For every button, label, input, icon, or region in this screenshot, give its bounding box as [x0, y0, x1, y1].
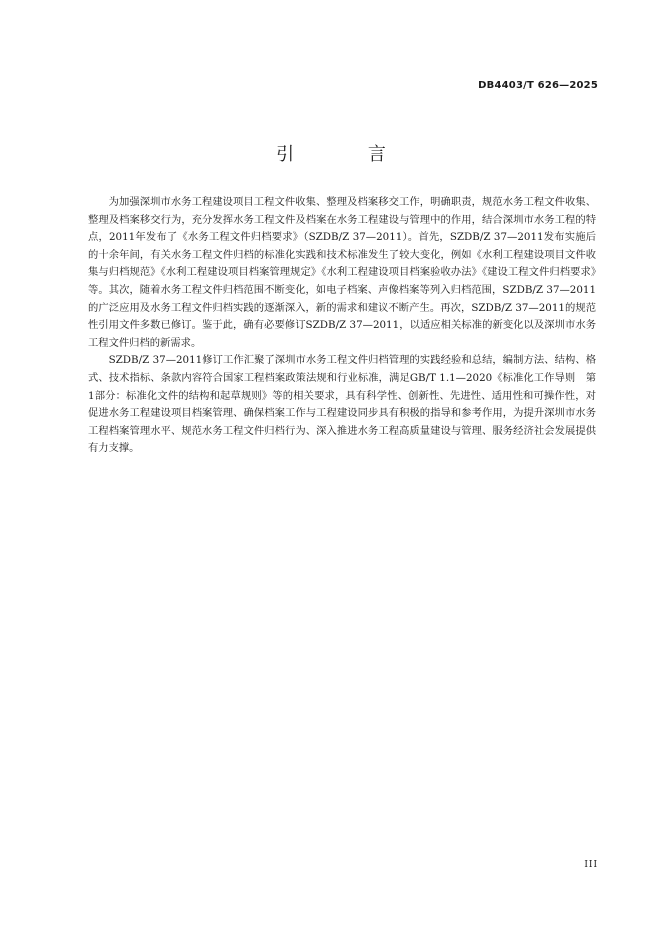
paragraph-2: SZDB/Z 37—2011修订工作汇聚了深圳市水务工程文件归档管理的实践经验和总结，编制方法、结构、格式、技术指标、条款内容符合国家工程档案政策法规和行业标准，满足GB/T 1.1—2020《标准化工作导则 第1部分：标准化文件的结构和起草规则》等的相关要求，具有科学性、创新性、先进性、适用性和可操作性，对促进水务工程建设项目档案管理、确保档案工作与工程建设同步具有积极的指导和参考作用，为提升深圳市水务工程档案管理水平、规范水务工程文件归档行为、深入推进水务工程高质量建设与管理、服务经济社会发展提供有力支撑。 — [88, 354, 596, 455]
document-code: DB4403/T 626—2025 — [478, 80, 598, 91]
paragraph-1: 为加强深圳市水务工程建设项目工程文件收集、整理及档案移交工作，明确职责，规范水务工程文件收集、整理及档案移交行为，充分发挥水务工程文件及档案在水务工程建设与管理中的作用，结合深圳市水务工程的特点，2011年发布了《水务工程文件归档要求》（SZDB/Z 37—2011）。首先，SZDB/Z 37—2011发布实施后的十余年间，有关水务工程文件归档的标准化实践和技术标准发生了较大变化，例如《水利工程建设项目文件收集与归档规范》《水利工程建设项目档案管理规定》《水利工程建设项目档案验收办法》《建设工程文件归档要求》等。其次，随着水务工程文件归档范围不断变化，如电子档案、声像档案等列入归档范围，SZDB/Z 37—2011的广泛应用及水务工程文件归档实践的逐渐深入，新的需求和建议不断产生。再次，SZDB/Z 37—2011的规范性引用文件多数已修订。鉴于此，确有必要修订SZDB/Z 37—2011，以适应相关标准的新变化以及深圳市水务工程文件归档的新需求。 — [88, 196, 596, 349]
page-number: III — [584, 860, 598, 870]
body-text — [88, 194, 596, 458]
section-title: 引 言 — [276, 144, 420, 165]
